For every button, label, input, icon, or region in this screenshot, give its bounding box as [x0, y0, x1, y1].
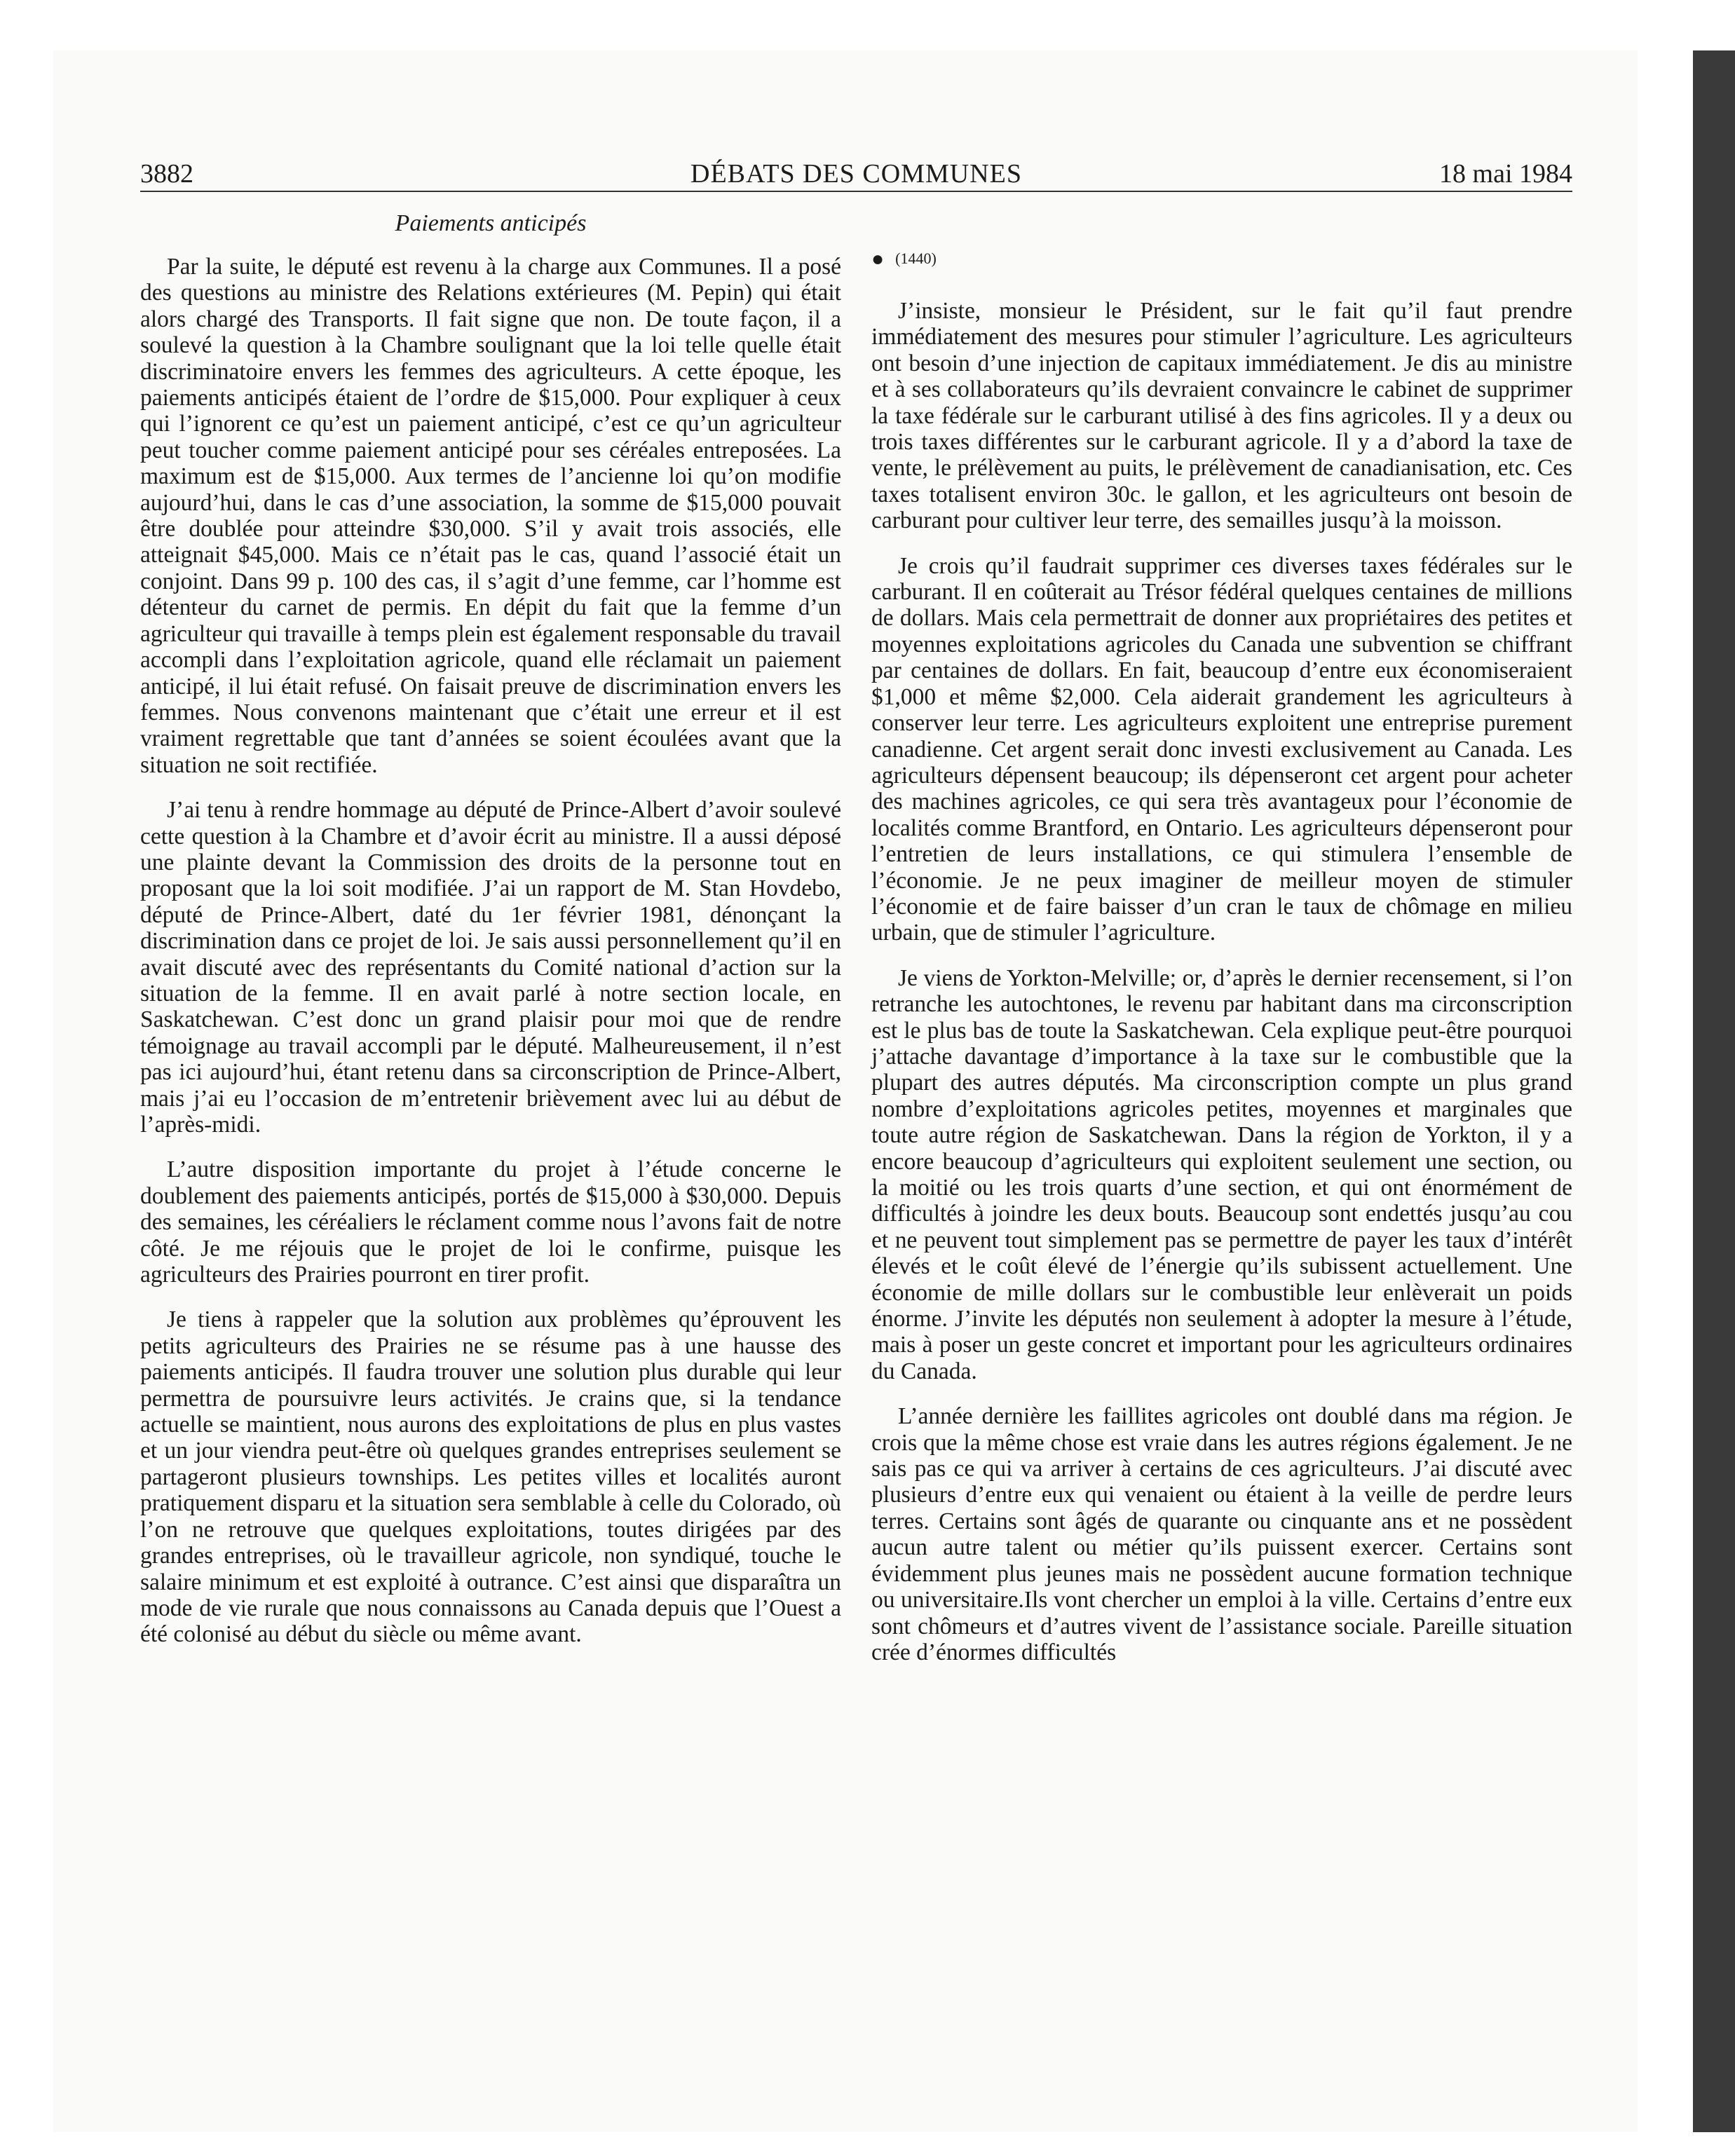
- paragraph: J’insiste, monsieur le Président, sur le fait qu’il faut prendre immédiatement des mesures pour stimuler l’agriculture. Les agriculteurs ont besoin d’une injection de capitaux immédiatement. Je dis au ministre et à ses collaborateurs qu’ils devraient convaincre le cabinet de supprimer la taxe fédérale sur le carburant utilisé à des fins agricoles. Il y a deux ou trois taxes différentes sur le carburant agricole. Il y a d’abord la taxe de vente, le prélèvement au puits, le prélèvement de canadianisation, etc. Ces taxes totalisent environ 30c. le gallon, et les agriculteurs ont besoin de carburant pour cultiver leur terre, des semailles jusqu’à la moisson.: [871, 298, 1572, 534]
- time-marker: [871, 248, 1572, 270]
- paragraph: L’année dernière les faillites agricoles ont doublé dans ma région. Je crois que la même chose est vraie dans les autres régions également. Je ne sais pas ce qui va arriver à certains de ces agriculteurs. J’ai discuté avec plusieurs d’entre eux qui venaient ou étaient à la veille de perdre leurs terres. Certains sont âgés de quarante ou cinquante ans et ne possèdent aucun autre talent ou métier qu’ils puissent exercer. Certains sont évidemment plus jeunes mais ne possèdent aucune formation technique ou universitaire.Ils vont chercher un emploi à la ville. Certains d’entre eux sont chômeurs et d’autres vivent de l’assistance sociale. Pareille situation crée d’énormes difficultés: [871, 1403, 1572, 1665]
- paragraph: J’ai tenu à rendre hommage au député de Prince-Albert d’avoir soulevé cette question à la Chambre et d’avoir écrit au ministre. Il a aussi déposé une plainte devant la Commission des droits de la personne tout en proposant que la loi soit modifiée. J’ai un rapport de M. Stan Hovdebo, député de Prince-Albert, daté du 1er février 1981, dénonçant la discrimination dans ce projet de loi. Je sais aussi personnellement qu’il en avait discuté avec des représentants du Comité national d’action sur la situation de la femme. Il en avait parlé à notre section locale, en Saskatchewan. C’est donc un grand plaisir pour moi que de rendre témoignage au travail accompli par le député. Malheureusement, il n’est pas ici aujourd’hui, étant retenu dans sa circonscription de Prince-Albert, mais j’ai eu l’occasion de m’entretenir brièvement avec lui au début de l’après-midi.: [140, 797, 841, 1138]
- paragraph: Par la suite, le député est revenu à la charge aux Communes. Il a posé des questions au ministre des Relations extérieures (M. Pepin) qui était alors chargé des Transports. Il fait signe que non. De toute façon, il a soulevé la question à la Chambre soulignant que la loi telle quelle était discriminatoire envers les femmes des agriculteurs. A cette époque, les paiements anticipés étaient de l’ordre de $15,000. Pour expliquer à ceux qui l’ignorent ce qu’est un paiement anticipé, c’est ce qu’un agriculteur peut toucher comme paiement anticipé pour ses céréales entreposées. La maximum est de $15,000. Aux termes de l’ancienne loi qu’on modifie aujourd’hui, dans le cas d’une association, la somme de $15,000 pouvait être doublée pour atteindre $30,000. S’il y avait trois associés, elle atteignait $45,000. Mais ce n’était pas le cas, quand l’associé était un conjoint. Dans 99 p. 100 des cas, il s’agit d’une femme, car l’homme est détenteur du carnet de permis. En dépit du fait que la femme d’un agriculteur qui travaille à temps plein est également responsable du travail accompli dans l’exploitation agricole, quand elle réclamait un paiement anticipé, il lui était refusé. On faisait preuve de discrimination envers les femmes. Nous convenons maintenant que c’était une erreur et il est vraiment regrettable que tant d’années se soient écoulées avant que la situation ne soit rectifiée.: [140, 254, 841, 778]
- paragraph: Je tiens à rappeler que la solution aux problèmes qu’éprouvent les petits agriculteurs des Prairies ne se résume pas à une hausse des paiements anticipés. Il faudra trouver une solution plus durable qui leur permettra de poursuivre leurs activités. Je crains que, si la tendance actuelle se maintient, nous aurons des exploitations de plus en plus vastes et un jour viendra peut-être où quelques grandes entreprises seulement se partageront plusieurs townships. Les petites villes et localités auront pratiquement disparu et la situation sera semblable à celle du Colorado, où l’on ne retrouve que quelques exploitations, toutes dirigées par des grandes entreprises, où le travailleur agricole, non syndiqué, touche le salaire minimum et est exploité à outrance. C’est ainsi que disparaîtra un mode de vie rurale que nous connaissons au Canada depuis que l’Ouest a été colonisé au début du siècle ou même avant.: [140, 1306, 841, 1648]
- paragraph: L’autre disposition importante du projet à l’étude concerne le doublement des paiements anticipés, portés de $15,000 à $30,000. Depuis des semaines, les céréaliers le réclament comme nous l’avons fait de notre côté. Je me réjouis que le projet de loi le confirme, puisque les agriculteurs des Prairies pourront en tirer profit.: [140, 1157, 841, 1288]
- right-column: [871, 210, 1572, 1684]
- page-date: 18 mai 1984: [1439, 159, 1572, 189]
- time-marker-label: (1440): [895, 250, 937, 267]
- bullet-dot-icon: ●: [871, 247, 885, 271]
- scan-edge-shadow: [1693, 50, 1735, 2132]
- left-column: [140, 210, 841, 1667]
- journal-title: DÉBATS DES COMMUNES: [690, 159, 1022, 189]
- page-number: 3882: [140, 159, 193, 189]
- page-header: [140, 157, 1572, 192]
- paragraph: Je crois qu’il faudrait supprimer ces diverses taxes fédérales sur le carburant. Il en coûterait au Trésor fédéral quelques centaines de millions de dollars. Mais cela permettrait de donner aux propriétaires des petites et moyennes exploitations agricoles du Canada une subvention se chiffrant par centaines de dollars. En fait, beaucoup d’entre eux économiseraient $1,000 et même $2,000. Cela aiderait grandement les agriculteurs à conserver leur terre. Les agriculteurs exploitent une entreprise purement canadienne. Cet argent serait donc investi exclusivement au Canada. Les agriculteurs dépensent beaucoup; ils dépenseront cet argent pour acheter des machines agricoles, ce qui sera très avantageux pour l’économie de localités comme Brantford, en Ontario. Les agriculteurs dépenseront pour l’entretien de leurs installations, ce qui stimulera l’ensemble de l’économie. Je ne peux imaginer de meilleur moyen de stimuler l’économie et de faire baisser d’un cran le taux de chômage en milieu urbain, que de stimuler l’agriculture.: [871, 552, 1572, 946]
- section-title: Paiements anticipés: [395, 210, 587, 236]
- paragraph: Je viens de Yorkton-Melville; or, d’après le dernier recensement, si l’on retranche les autochtones, le revenu par habitant dans ma circonscription est le plus bas de toute la Saskatchewan. Cela explique peut-être pourquoi j’attache davantage d’importance à la taxe sur le combustible que la plupart des autres députés. Ma circonscription compte un plus grand nombre d’exploitations agricoles petites, moyennes et marginales que toute autre région de Saskatchewan. Dans la région de Yorkton, il y a encore beaucoup d’agriculteurs qui exploitent seulement une section, ou la moitié ou les trois quarts d’une section, et qui ont énormément de difficultés à joindre les deux bouts. Beaucoup sont endettés jusqu’au cou et ne peuvent tout simplement pas se permettre de payer les taux d’intérêt élevés et le coût élevé de l’énergie qu’ils subissent actuellement. Une économie de mille dollars sur le combustible leur enlèverait un poids énorme. J’invite les députés non seulement à adopter la mesure à l’étude, mais à poser un geste concret et important pour les agriculteurs ordinaires du Canada.: [871, 964, 1572, 1384]
